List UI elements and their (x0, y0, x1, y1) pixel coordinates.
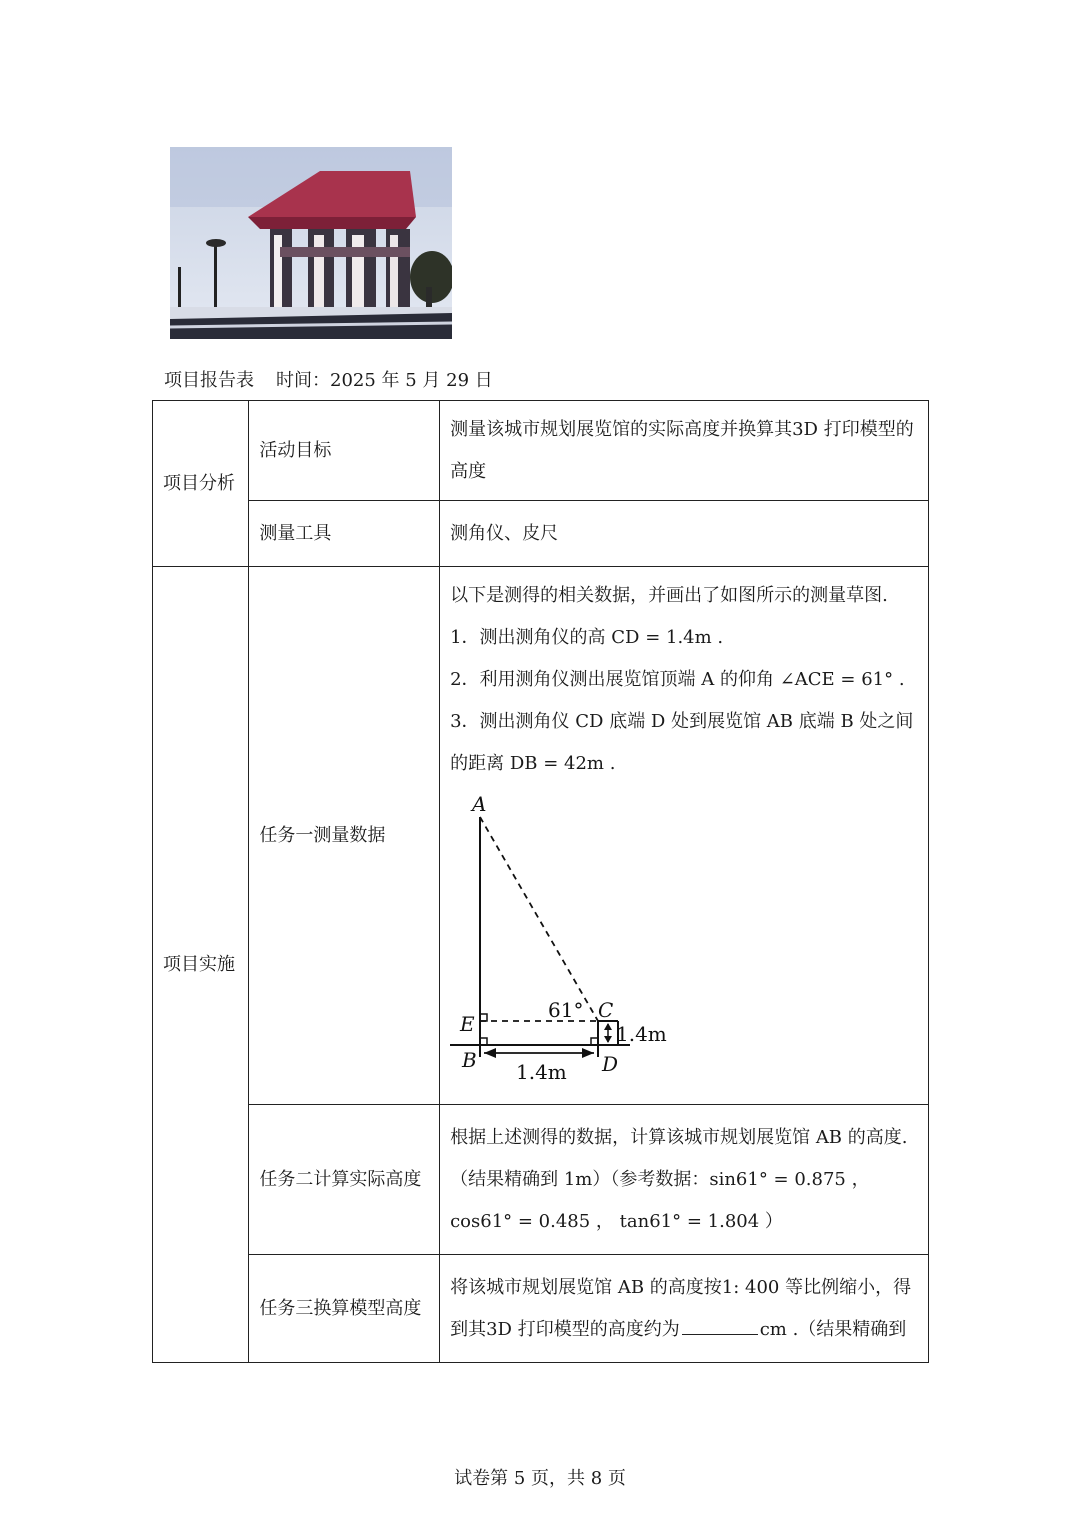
table-row (153, 1105, 929, 1255)
label-distance: 1.4m (516, 1060, 567, 1084)
table-row (153, 567, 929, 1105)
report-time: 时间：2025 年 5 月 29 日 (276, 370, 493, 391)
measurement-diagram (450, 795, 690, 1085)
tool-label: 测量工具 (249, 501, 440, 567)
label-angle: 61° (548, 998, 584, 1022)
page-footer: 试卷第 5 页，共 8 页 (454, 1468, 626, 1489)
right-angle-d (591, 1038, 598, 1045)
label-d: D (602, 1052, 619, 1076)
table-row (153, 401, 929, 501)
label-b: B (462, 1048, 477, 1072)
report-title: 项目报告表 (164, 370, 254, 391)
label-c: C (598, 998, 614, 1022)
label-a: A (472, 795, 487, 816)
task2-label: 任务二计算实际高度 (249, 1105, 440, 1255)
label-e: E (460, 1012, 475, 1036)
section-analysis: 项目分析 (153, 401, 249, 567)
right-angle-b (480, 1038, 487, 1045)
task1-item2: 2．利用测角仪测出展览馆顶端 A 的仰角 ∠ACE = 61° . (450, 669, 905, 690)
task3-label: 任务三换算模型高度 (249, 1255, 440, 1363)
goal-label: 活动目标 (249, 401, 440, 501)
label-height: 1.4m (616, 1022, 667, 1046)
pavilion-photo (170, 147, 452, 339)
task2-text: 根据上述测得的数据，计算该城市规划展览馆 AB 的高度.（结果精确到 1m）（参考数据：sin61° = 0.875 ，cos61° = 0.485 ， tan61° = 1.804 ） (440, 1105, 929, 1255)
right-angle-e (480, 1014, 487, 1021)
task1-intro: 以下是测得的相关数据，并画出了如图所示的测量草图. (450, 585, 888, 606)
section-implementation: 项目实施 (153, 567, 249, 1363)
project-report-table (152, 400, 929, 1363)
tool-text: 测角仪、皮尺 (440, 501, 929, 567)
task1-item1: 1．测出测角仪的高 CD = 1.4m . (450, 627, 724, 648)
task1-item3: 3．测出测角仪 CD 底端 D 处到展览馆 AB 底端 B 处之间的距离 DB = 42m . (450, 711, 914, 774)
table-row (153, 501, 929, 567)
answer-blank[interactable] (682, 1312, 758, 1335)
report-caption (164, 366, 493, 392)
goal-text: 测量该城市规划展览馆的实际高度并换算其3D 打印模型的高度 (440, 401, 929, 501)
task1-content (440, 567, 929, 1105)
sight-line (480, 817, 598, 1021)
table-row (153, 1255, 929, 1363)
task1-label: 任务一测量数据 (249, 567, 440, 1105)
task3-text: 将该城市规划展览馆 AB 的高度按1: 400 等比例缩小，得到其3D 打印模型的高度约为 cm .（结果精确到 (440, 1255, 929, 1363)
